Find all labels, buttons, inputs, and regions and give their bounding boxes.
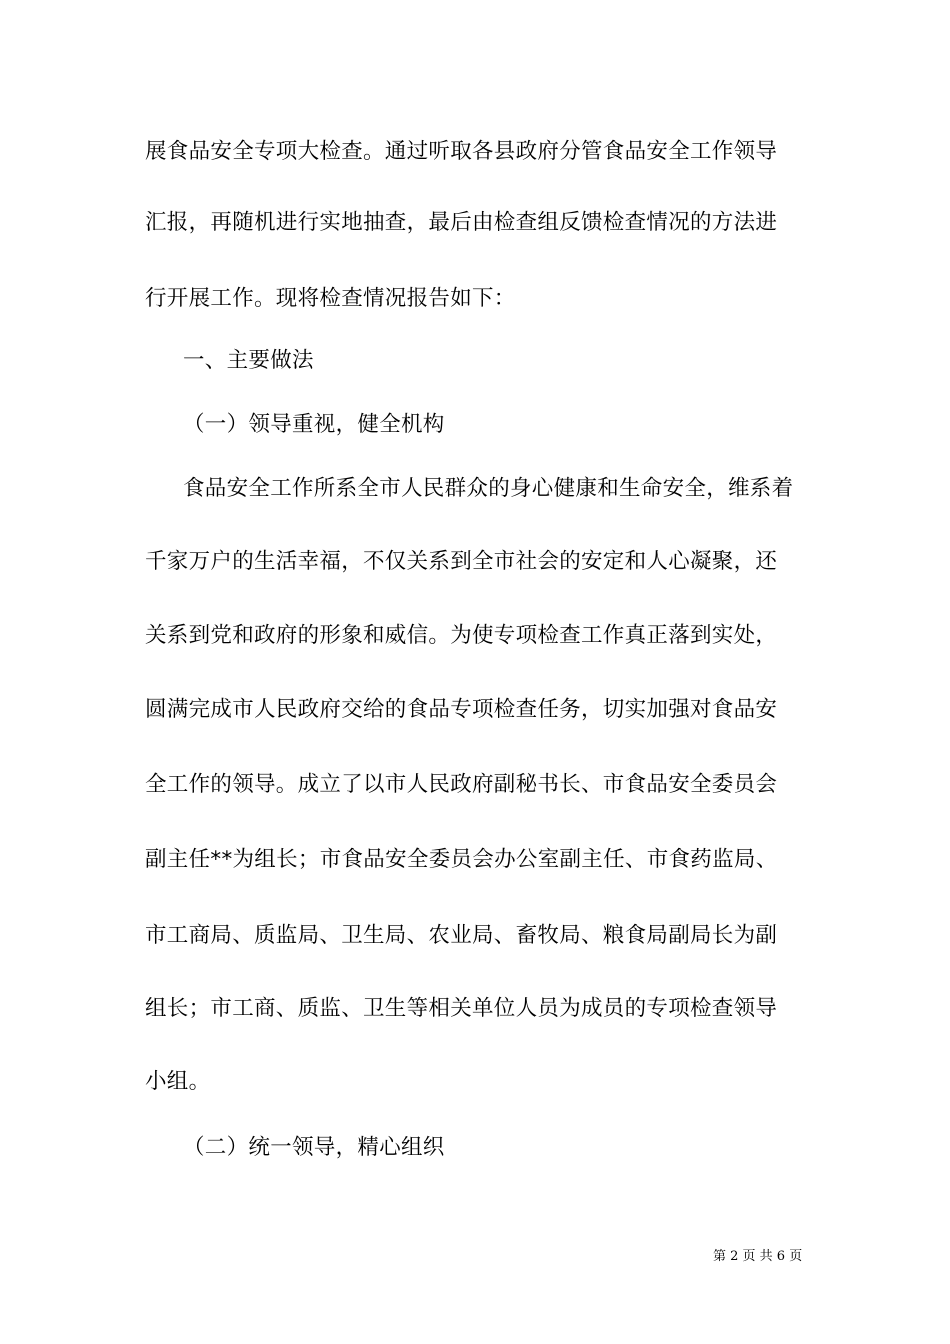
paragraph-line: 小组。: [145, 1069, 211, 1094]
subsection-heading: （一）领导重视，健全机构: [183, 412, 445, 437]
paragraph-line: 组长；市工商、质监、卫生等相关单位人员为成员的专项检查领导: [145, 996, 778, 1021]
paragraph-line: 汇报，再随机进行实地抽查，最后由检查组反馈检查情况的方法进: [145, 210, 778, 235]
paragraph-line: 千家万户的生活幸福，不仅关系到全市社会的安定和人心凝聚，还: [145, 549, 778, 574]
paragraph-line: 行开展工作。现将检查情况报告如下：: [145, 286, 516, 311]
paragraph-line: 食品安全工作所系全市人民群众的身心健康和生命安全，维系着: [183, 476, 794, 501]
paragraph-line: 市工商局、质监局、卫生局、农业局、畜牧局、粮食局副局长为副: [145, 923, 778, 948]
paragraph-line: 副主任**为组长；市食品安全委员会办公室副主任、市食药监局、: [145, 847, 778, 872]
paragraph-line: 展食品安全专项大检查。通过听取各县政府分管食品安全工作领导: [145, 139, 778, 164]
subsection-heading: （二）统一领导，精心组织: [183, 1135, 445, 1160]
section-heading: 一、主要做法: [183, 348, 314, 373]
paragraph-line: 圆满完成市人民政府交给的食品专项检查任务，切实加强对食品安: [145, 697, 778, 722]
paragraph-line: 关系到党和政府的形象和威信。为使专项检查工作真正落到实处，: [145, 623, 778, 648]
page-number: 第 2 页 共 6 页: [713, 1249, 803, 1264]
paragraph-line: 全工作的领导。成立了以市人民政府副秘书长、市食品安全委员会: [145, 772, 778, 797]
